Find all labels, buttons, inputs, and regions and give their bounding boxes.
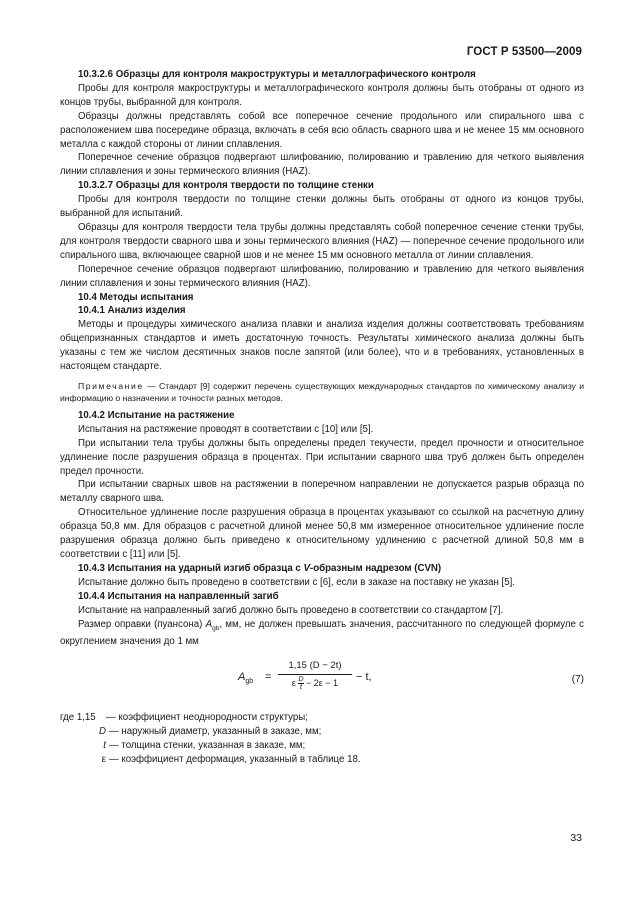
paragraph: Поперечное сечение образцов подвергают шлифованию, полированию и травлению для четкого выявления линии сплавления и зоны термического влияния (HAZ). (60, 263, 584, 289)
den-rest: − 2ε − 1 (306, 678, 339, 689)
paragraph: Поперечное сечение образцов подвергают шлифованию, полированию и травлению для четкого выявления линии сплавления и зоны термического влияния (HAZ). (60, 152, 584, 178)
where-text: — наружный диаметр, указанный в заказе, мм; (109, 726, 322, 738)
note (60, 380, 584, 404)
where-symbol: где 1,15 (60, 712, 96, 724)
paragraph: Испытания на растяжение проводят в соответствии с [10] или [5]. (78, 423, 374, 435)
where-text: — коэффициент деформация, указанный в таблице 18. (109, 754, 361, 765)
formula-numerator: 1,15 (D − 2t) (278, 659, 352, 675)
formula-fraction (278, 659, 352, 691)
where-text: — коэффициент неоднородности структуры; (106, 712, 308, 724)
paragraph: Испытание должно быть проведено в соответствии с [6], если в заказе на поставку не указан [5]. (78, 576, 515, 588)
section-title-10-3-2-7: 10.3.2.7 Образцы для контроля твердости по толщине стенки (78, 180, 374, 192)
paragraph: При испытании сварных швов на растяжении в поперечном направлении не допускается разрыв образца по металлу сварного шва. (60, 479, 584, 505)
formula-denominator (278, 675, 352, 691)
section-title-10-4-4: 10.4.4 Испытания на направленный загиб (78, 590, 279, 602)
den-eps: ε (291, 678, 296, 689)
lhs-symbol: A (238, 671, 246, 684)
paragraph: Пробы для контроля твердости по толщине стенки должны быть отобраны от одного из концов трубы, выбранной для испытаний. (60, 194, 584, 220)
mini-num: D (298, 676, 304, 684)
where-text: — толщина стенки, указанная в заказе, мм; (109, 740, 306, 752)
paragraph: Образцы должны представлять собой все поперечное сечение продольного или спирального шва с расположением шва посередине образца, включать в себя всю область сварного шва и не менее 15 мм основного металла с каждой стороны от линии сплавления. (60, 110, 584, 150)
title-part: -образным надрезом (CVN) (309, 562, 442, 574)
note-text: — Стандарт [9] содержит перечень существующих международных стандартов по химическому анализу и информацию о назначении и точности разных методов. (60, 380, 584, 403)
where-item (60, 739, 584, 753)
section-title-10-4-3 (60, 562, 584, 576)
section-title-10-3-2-6: 10.3.2.6 Образцы для контроля макроструктуры и металлографического контроля (78, 69, 476, 80)
where-symbol: t (103, 740, 106, 752)
text-part: , мм, не должен превышать значения, рассчитанного по следующей формуле с округлением значения до 1 мм (60, 618, 585, 648)
section-title-10-4-1: 10.4.1 Анализ изделия (78, 305, 186, 317)
mini-den: t (300, 684, 302, 692)
where-item (60, 725, 584, 739)
paragraph: Испытание на направленный загиб должно быть проведено в соответствии со стандартом [7]. (78, 604, 504, 616)
section-title-10-4-2: 10.4.2 Испытание на растяжение (78, 409, 235, 421)
formula-tail: − t, (356, 671, 372, 684)
section-title-10-4: 10.4 Методы испытания (78, 291, 194, 303)
where-item (60, 711, 584, 725)
paragraph: Пробы для контроля макроструктуры и металлографического контроля должны быть отобраны от одного из концов трубы, выбранной для контроля. (60, 82, 584, 108)
note-label: Примечание (78, 380, 144, 391)
title-v: V (303, 562, 310, 574)
symbol-sub: gb (212, 624, 220, 632)
formula-number: (7) (571, 674, 584, 686)
where-item (60, 753, 584, 767)
symbol: A (205, 618, 213, 630)
lhs-sub: gb (245, 678, 254, 686)
text-part: Размер оправки (пуансона) (78, 618, 206, 630)
title-part: 10.4.3 Испытания на ударный изгиб образца с (78, 562, 304, 574)
paragraph: При испытании тела трубы должны быть определены предел текучести, предел прочности и относительное удлинение после разрушения образца в процентах. При испытании сварного шва труб должен быть определен предел прочности. (60, 437, 584, 477)
where-symbol: ε (101, 754, 106, 765)
formula-equals: = (265, 671, 272, 684)
where-symbol: D (99, 726, 106, 738)
formula-7 (60, 653, 584, 709)
page-number: 33 (570, 832, 582, 844)
document-body (60, 68, 584, 767)
formula-lhs (238, 671, 253, 689)
den-mini-fraction (298, 676, 303, 691)
paragraph: Относительное удлинение после разрушения образца в процентах указывают со ссылкой на расчетную длину образца 50,8 мм. Для образцов с расчетной длиной менее 50,8 мм измеренное относительное удлинение после разрушения образца должно быть приведено к относительному удлинению с расчетной длиной 50,8 мм в соответствии с [11] или [5]. (60, 507, 584, 560)
where-list (60, 711, 584, 767)
paragraph: Образцы для контроля твердости тела трубы должны представлять собой поперечное сечение стенки трубы, для контроля твердости сварного шва и зоны термического влияния (HAZ) — поперечное сечение продольного или спирального шва, включающее сварной шов и не менее 15 мм основного металла от линии сплавления. (60, 221, 584, 261)
paragraph (60, 618, 584, 650)
paragraph: Методы и процедуры химического анализа плавки и анализа изделия должны соответствовать требованиям общепризнанных стандартов и иметь достаточную точность. Результаты химического анализа должны быть указаны с тем же числом десятичных знаков после запятой (или более), что и в требованиях, установленных в настоящем стандарте. (60, 319, 584, 373)
doc-header: ГОСТ Р 53500—2009 (466, 46, 582, 58)
